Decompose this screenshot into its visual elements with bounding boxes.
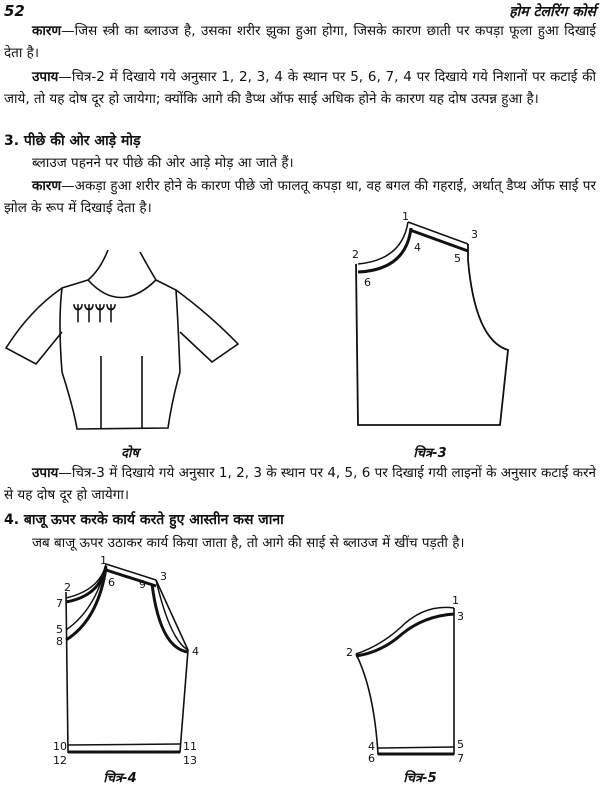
point-label: 4	[414, 241, 421, 254]
reason-text: —जिस स्त्री का ब्लाउज है, उसका शरीर झुका हुआ होगा, जिसके कारण छाती पर कपड़ा फूला हुआ दिखाई देता है।	[4, 23, 596, 61]
chitra-3-caption: चित्र-3	[413, 446, 447, 461]
point-label: 5	[457, 738, 464, 751]
section-3-intro: ब्लाउज पहनने पर पीछे की ओर आड़े मोड़ आ जाते हैं।	[32, 155, 294, 171]
dosh-caption: दोष	[121, 446, 139, 461]
section-4-heading: 4. बाजू ऊपर करके कार्य करते हुए आस्तीन कस जाना	[4, 512, 284, 528]
reason-label: कारण	[32, 178, 62, 194]
point-label: 12	[53, 754, 67, 767]
reason-paragraph-2	[4, 20, 596, 64]
point-label: 1	[100, 554, 107, 567]
reason-label: कारण	[32, 23, 62, 39]
wrinkle-marks-icon: ᛘᛘᛘᛘ	[72, 301, 116, 325]
point-label: 3	[160, 570, 167, 583]
remedy-label: उपाय	[32, 465, 59, 481]
remedy-text: —चित्र-2 में दिखाये गये अनुसार 1, 2, 3, 4 के स्थान पर 5, 6, 7, 4 पर दिखाये गये निशानों पर कटाई की जाये, तो यह दोष दूर हो जायेगा; क्योंकि आगे की डैप्थ ऑफ साई अधिक होने के कारण यह दोष उत्पन्न हुआ है।	[4, 69, 596, 107]
point-label: 2	[346, 646, 353, 659]
point-label: 4	[368, 740, 375, 753]
section-4-intro: जब बाजू ऊपर उठाकर कार्य किया जाता है, तो आगे की साई से ब्लाउज में खींच पड़ती है।	[32, 535, 465, 551]
point-label: 1	[452, 594, 459, 607]
chitra-4-caption: चित्र-4	[103, 771, 137, 786]
point-label: 11	[183, 740, 197, 753]
point-label: 9	[139, 578, 146, 591]
reason-text: —अकड़ा हुआ शरीर होने के कारण पीछे जो फालतू कपड़ा था, वह बगल की गहराई, अर्थात् डैप्थ ऑफ साई पर झोल के रूप में दिखाई देता है।	[4, 178, 596, 216]
point-label: 4	[192, 645, 199, 658]
book-title: होम टेलरिंग कोर्स	[509, 4, 596, 20]
remedy-paragraph-3	[4, 462, 596, 506]
remedy-text: —चित्र-3 में दिखाये गये अनुसार 1, 2, 3 के स्थान पर 4, 5, 6 पर दिखाई गयी लाइनों के अनुसार कटाई करने से यह दोष दूर हो जायेगा।	[4, 465, 596, 503]
chitra-5-caption: चित्र-5	[403, 771, 437, 786]
chitra-4-figure	[40, 554, 220, 767]
section-3-heading: 3. पीछे की ओर आड़े मोड़	[4, 133, 141, 149]
point-label: 6	[364, 276, 371, 289]
page-number: 52	[4, 2, 25, 20]
point-label: 3	[457, 610, 464, 623]
point-label: 6	[368, 752, 375, 765]
chitra-5-figure	[340, 590, 480, 765]
point-label: 7	[457, 752, 464, 765]
point-label: 6	[108, 576, 115, 589]
point-label: 3	[471, 228, 478, 241]
point-label: 8	[56, 635, 63, 648]
point-label: 2	[352, 248, 359, 261]
point-label: 2	[64, 581, 71, 594]
blouse-defect-figure	[0, 240, 300, 440]
point-label: 5	[56, 623, 63, 636]
point-label: 10	[53, 740, 67, 753]
point-label: 1	[402, 210, 409, 223]
point-label: 7	[56, 597, 63, 610]
remedy-label: उपाय	[32, 69, 59, 85]
remedy-paragraph-2	[4, 66, 596, 110]
point-label: 5	[454, 252, 461, 265]
reason-paragraph-3	[4, 175, 596, 219]
chitra-3-figure	[340, 210, 560, 430]
point-label: 13	[183, 754, 197, 767]
